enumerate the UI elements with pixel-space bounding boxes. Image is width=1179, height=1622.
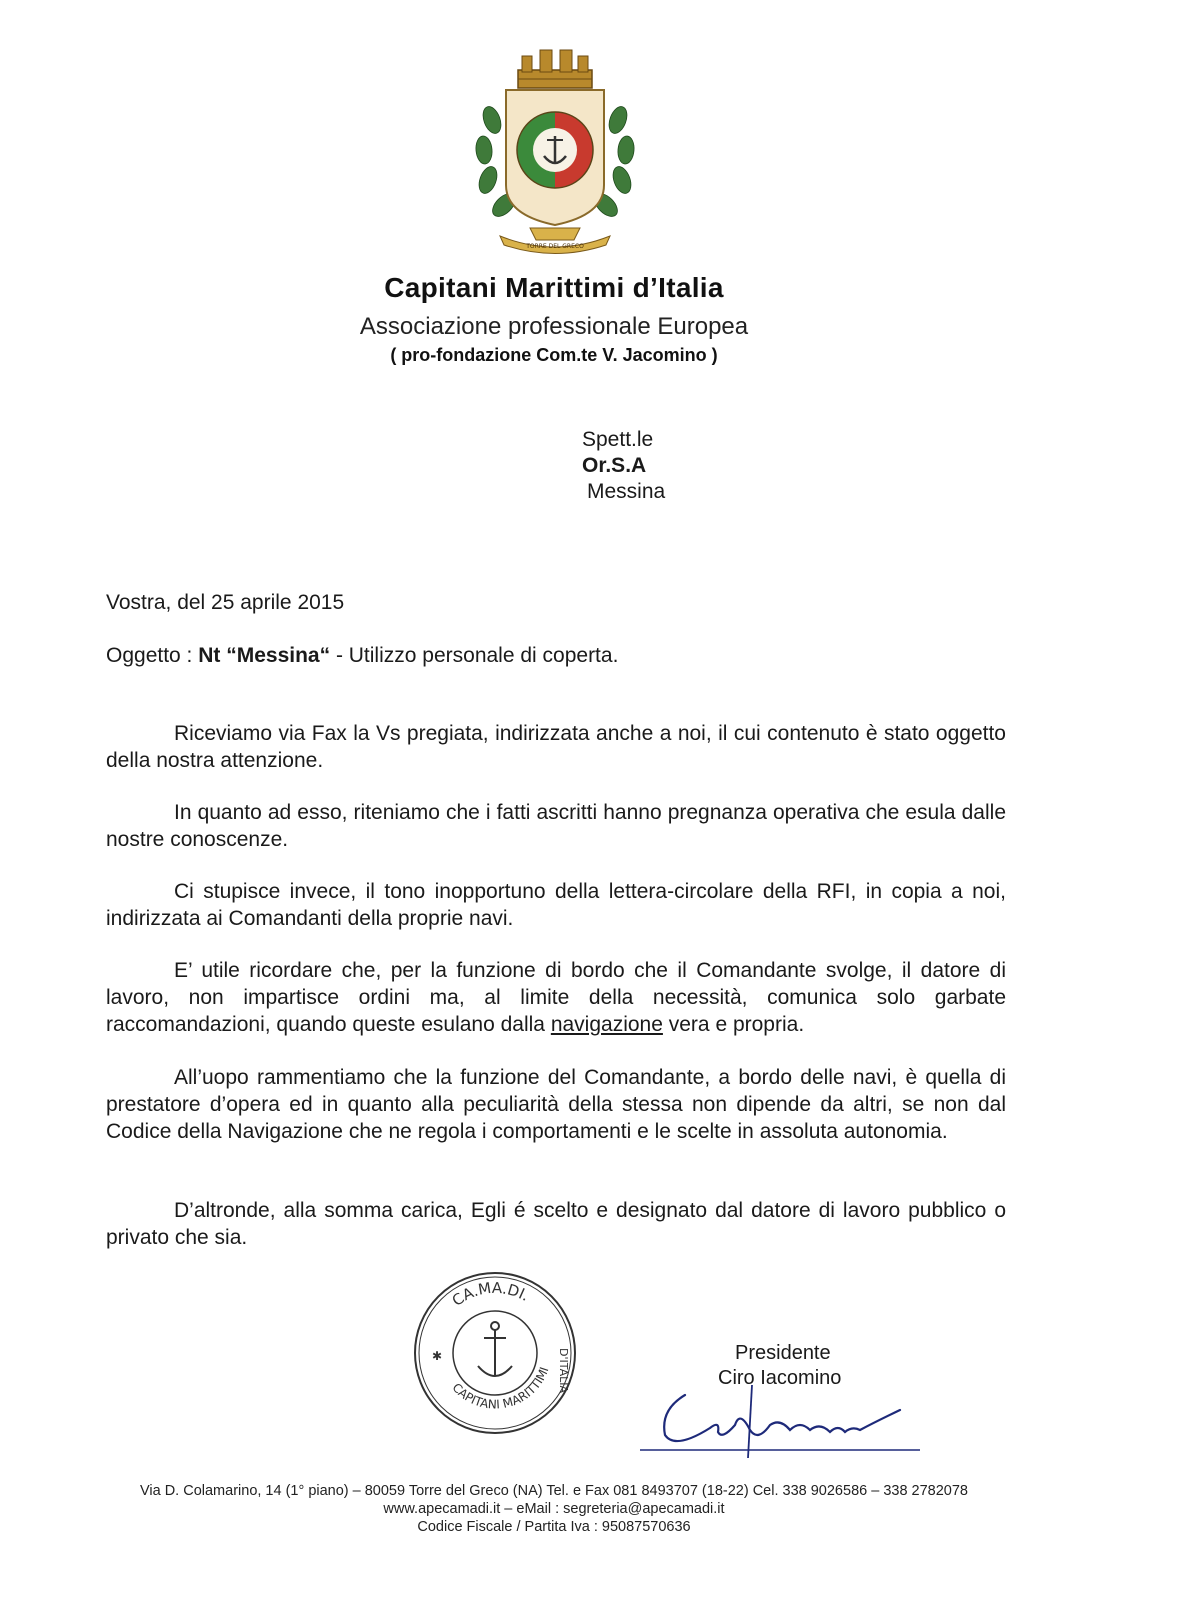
paragraph-6	[106, 1197, 1006, 1251]
paragraph-2	[106, 799, 1006, 853]
association-stamp	[410, 1268, 580, 1438]
paragraph-4-text: E’ utile ricordare che, per la funzione di bordo che il Comandante svolge, il datore di lavoro, non impartisce ordini ma, al limite della necessità, comunica solo garbate raccomandazioni, quando queste esulano dalla	[106, 959, 1006, 1036]
anchor-badge-icon	[517, 112, 593, 188]
paragraph-1-text: Riceviamo via Fax la Vs pregiata, indirizzata anche a noi, il cui contenuto è stato oggetto della nostra attenzione.	[106, 722, 1006, 772]
recipient-city: Messina	[587, 480, 666, 503]
stamp-star-icon: ✱	[432, 1349, 443, 1363]
organization-title: Capitani Marittimi d’Italia	[384, 272, 724, 303]
stamp-top-text: CA.MA.DI.	[448, 1278, 533, 1310]
emblem-motto: TORRE DEL GRECO	[526, 243, 584, 250]
paragraph-3-text: Ci stupisce invece, il tono inopportuno della lettera-circolare della RFI, in copia a noi, indirizzata ai Comandanti della proprie navi.	[106, 880, 1006, 930]
stamp-side-text: D'ITALIA	[557, 1348, 570, 1394]
recipient-name: Or.S.A	[582, 454, 647, 477]
paragraph-3	[106, 878, 1006, 932]
paragraph-5-text: All’uopo rammentiamo che la funzione del Comandante, a bordo delle navi, è quella di prestatore d’opera ed in quanto alla peculiarità della stessa non dipende da altri, se non dal Codice della Navigazione che ne regola i comportamenti e le scelte in assoluta autonomia.	[106, 1066, 1006, 1143]
paragraph-4-tail: vera e propria.	[662, 1013, 805, 1036]
subject-prefix: Oggetto :	[106, 644, 199, 667]
stamp-anchor-icon	[478, 1322, 512, 1376]
subject-vessel: Nt “Messina“	[198, 644, 331, 667]
crown-icon	[518, 50, 592, 88]
footer-web-email: www.apecamadi.it – eMail : segreteria@apecamadi.it	[383, 1501, 725, 1517]
ribbon-icon	[530, 228, 580, 240]
footer-address: Via D. Colamarino, 14 (1° piano) – 80059 Torre del Greco (NA) Tel. e Fax 081 8493707 (18-22) Cel. 338 9026586 – 338 2782078	[139, 1483, 968, 1499]
signatory-name: Ciro Iacomino	[718, 1367, 842, 1389]
signatory-role: Presidente	[735, 1342, 831, 1364]
paragraph-1	[106, 720, 1006, 774]
recipient-address	[582, 427, 665, 505]
footer-tax-code: Codice Fiscale / Partita Iva : 95087570636	[417, 1519, 691, 1535]
organization-founder-note: ( pro-fondazione Com.te V. Jacomino )	[390, 345, 718, 365]
paragraph-4-underlined: navigazione	[550, 1013, 663, 1036]
stamp-bottom-text: CAPITANI MARITTIMI	[449, 1365, 552, 1412]
paragraph-2-text: In quanto ad esso, riteniamo che i fatti ascritti hanno pregnanza operativa che esula dalle nostre conoscenze.	[106, 801, 1006, 851]
recipient-salutation: Spett.le	[582, 428, 654, 451]
paragraph-5	[106, 1064, 1006, 1145]
paragraph-6-text: D’altronde, alla somma carica, Egli é scelto e designato dal datore di lavoro pubblico o privato che sia.	[106, 1199, 1006, 1249]
subject-rest: - Utilizzo personale di coperta.	[330, 644, 619, 667]
subject-line	[106, 644, 618, 668]
coat-of-arms-emblem	[470, 40, 640, 255]
reference-line: Vostra, del 25 aprile 2015	[106, 591, 345, 614]
paragraph-4	[106, 957, 1006, 1038]
handwritten-signature	[640, 1380, 940, 1460]
organization-subtitle: Associazione professionale Europea	[359, 313, 749, 340]
